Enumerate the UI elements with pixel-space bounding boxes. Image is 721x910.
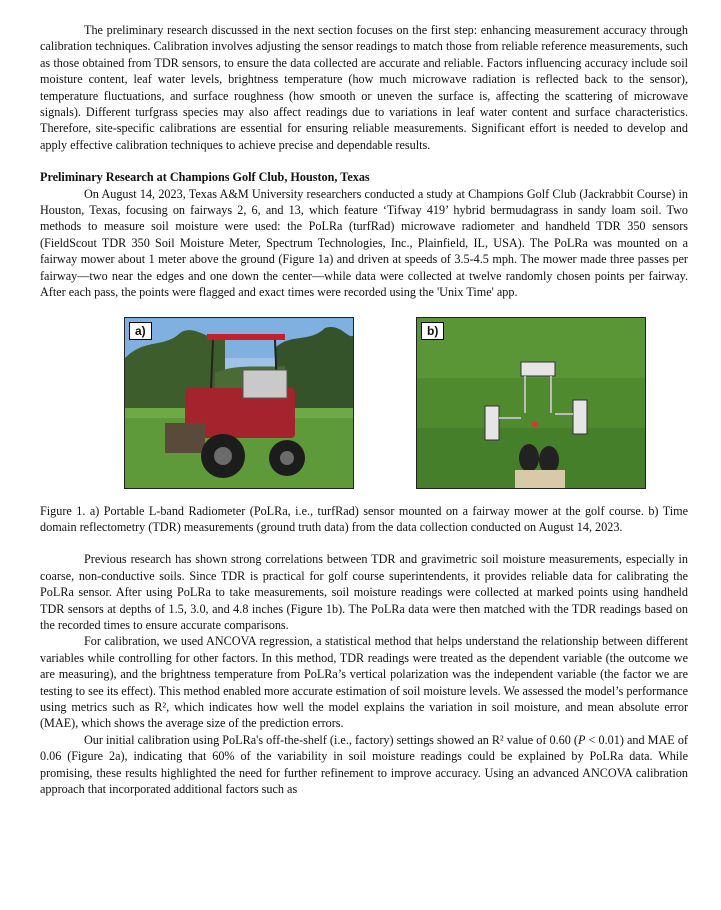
results-text-end: < 0.01) and MAE of 0.06 (Figure 2a), indicating that 60% of the variability in soil moisture readings could be explained by PoLRa data. While promising, these results highlighted the need for further refinement to improve accuracy. Using an advanced ANCOVA calibration approach that incorporated additional factors such as	[40, 732, 688, 796]
results-text-start: Our initial calibration using PoLRa's off-the-shelf (i.e., factory) settings showed an R² value of 0.60 (	[84, 732, 578, 747]
paragraph-spacer	[40, 153, 688, 169]
results-paragraph	[40, 732, 688, 798]
intro-paragraph: The preliminary research discussed in the next section focuses on the first step: enhancing measurement accuracy through calibration techniques. Calibration involves adjusting the sensor readings to match those from reliable reference measurements, such as those obtained from TDR sensors, to ensure the data collected are accurate and reliable. Factors influencing accuracy include soil moisture content, leaf water levels, brightness temperature (how much microwave radiation is reflected back to the sensor), temperature fluctuations, and surface roughness (how smooth or uneven the surface is, affecting the scattering of microwave signals). Different turfgrass species may also affect readings due to variations in leaf water content and surface characteristics. Therefore, site-specific calibrations are essential for ensuring reliable measurements. Significant effort is needed to develop and apply effective calibration techniques to achieve precise and dependable results.	[40, 23, 688, 152]
figure-1b-photo	[416, 317, 646, 489]
figure-1-caption: Figure 1. a) Portable L-band Radiometer (PoLRa, i.e., turfRad) sensor mounted on a fairway mower at the golf course. b) Time domain reflectometry (TDR) measurements (ground truth data) from the data collection conducted on August 14, 2023.	[40, 503, 688, 534]
mower-photo-illustration	[125, 318, 353, 488]
paragraph-spacer	[40, 535, 688, 551]
figure-1b-label: b)	[421, 322, 444, 340]
p-value-symbol: P	[578, 732, 586, 747]
section-heading: Preliminary Research at Champions Golf Club, Houston, Texas	[40, 170, 370, 185]
ancova-paragraph: For calibration, we used ANCOVA regression, a statistical method that helps understand the relationship between different variables while controlling for other factors. In this method, TDR readings were treated as the dependent variable (the outcome we are measuring), and the brightness temperature from PoLRa’s vertical polarization was the independent variable (the factor we are testing to see its effect). This method enabled more accurate estimation of soil moisture levels. We assessed the model’s performance using metrics such as R², which indicates how well the model explains the variation in soil moisture, and mean absolute error (MAE), which shows the average size of the prediction errors.	[40, 634, 688, 731]
document-page	[40, 22, 688, 797]
tdr-photo-illustration	[417, 318, 645, 488]
tdr-paragraph: Previous research has shown strong correlations between TDR and gravimetric soil moisture measurements, especially in coarse, non-conductive soils. Since TDR is practical for golf course superintendents, it provides reliable data for calibrating the PoLRa sensor. After using PoLRa to take measurements, soil moisture readings were collected at marked points using handheld TDR sensors at depths of 1.5, 3.0, and 4.8 inches (Figure 1b). The PoLRa data were then matched with the TDR readings based on the recorded times to ensure accurate comparisons.	[40, 552, 688, 632]
figure-1a-photo	[124, 317, 354, 489]
section-paragraph: On August 14, 2023, Texas A&M University researchers conducted a study at Champions Golf Club (Jackrabbit Course) in Houston, Texas, focusing on fairways 2, 6, and 13, which feature ‘Tifway 419’ hybrid bermudagrass in sandy loam soil. Two methods to measure soil moisture were used: the PoLRa (turfRad) microwave radiometer and handheld TDR 350 sensors (FieldScout TDR 350 Soil Moisture Meter, Spectrum Technologies, Inc., Plainfield, IL, USA). The PoLRa was mounted on a fairway mower about 1 meter above the ground (Figure 1a) and driven at speeds of 3.5-4.5 mph. The mower made three passes per fairway—two near the edges and one down the center—while data were collected at twelve randomly chosen points per fairway. After each pass, the points were flagged and exact times were recorded using the 'Unix Time' app.	[40, 186, 688, 300]
figure-1a-label: a)	[129, 322, 152, 340]
figure-1	[40, 317, 688, 491]
